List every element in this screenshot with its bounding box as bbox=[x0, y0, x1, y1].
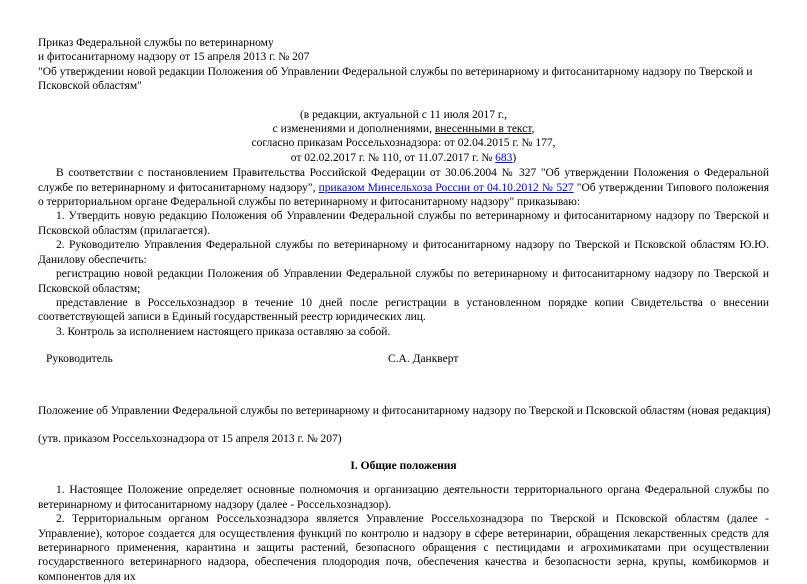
preamble-post: "Об утверждении Типового положения о территориальном органе Федеральной службы по ветеринарному и фитосанитарному надзору" приказываю: bbox=[38, 181, 769, 209]
section-1-paragraph-1: 1. Настоящее Положение определяет основные полномочия и организацию деятельности территориального органа Федеральной службы по ветеринарному и фитосанитарному надзору (далее - Россельхознадзор). bbox=[38, 484, 769, 511]
item-1-paragraph: 1. Утвердить новую редакцию Положения об Управлении Федеральной службы по ветеринарному и фитосанитарному надзору по Тверской и Псковской областям (прилагается). bbox=[38, 210, 769, 237]
signatory-name: С.А. Данкверт bbox=[388, 353, 459, 366]
document-title bbox=[38, 36, 769, 94]
revision-note bbox=[38, 108, 769, 166]
item-2-paragraph: 2. Руководителю Управления Федеральной службы по ветеринарному и фитосанитарному надзору по Тверской и Псковской областям Ю.Ю. Данилову обеспечить: bbox=[38, 239, 769, 266]
item-2b-paragraph: представление в Россельхознадзор в течение 10 дней после регистрации в установленном порядке копии Свидетельства о внесении соответствующей записи в Единый государственный реестр юридических лиц. bbox=[38, 296, 769, 324]
changes-link[interactable]: внесенными в текст bbox=[434, 123, 532, 136]
preamble-pre: В соответствии с постановлением Правительства Российской Федерации от 30.06.2004 № 327 "Об утверждении Положения о Федеральной службе по ветеринарному и фитосанитарному надзору", bbox=[38, 167, 769, 194]
appendix-approval-note: (утв. приказом Россельхознадзора от 15 апреля 2013 г. № 207) bbox=[38, 432, 342, 445]
title-line-1: Приказ Федеральной службы по ветеринарному bbox=[38, 37, 274, 49]
revision-line-2-pre: с изменениями и дополнениями, bbox=[272, 123, 435, 136]
order-683-link[interactable]: 683 bbox=[495, 151, 513, 164]
signature-block bbox=[38, 352, 769, 366]
item-2a-paragraph: регистрацию новой редакции Положения об Управлении Федеральной службы по ветеринарному и фитосанитарному надзору по Тверской и Псковской областям; bbox=[38, 268, 769, 295]
preamble-paragraph bbox=[38, 166, 769, 209]
revision-line-1: (в редакции, актуальной с 11 июля 2017 г., bbox=[299, 108, 508, 121]
appendix-title: Положение об Управлении Федеральной службы по ветеринарному и фитосанитарному надзору по Тверской и Псковской областям (новая редакция) bbox=[38, 405, 771, 418]
section-1-heading: I. Общие положения bbox=[350, 459, 457, 472]
revision-line-2 bbox=[38, 122, 769, 136]
revision-line-4-pre: от 02.02.2017 г. № 110, от 11.07.2017 г. № bbox=[290, 151, 496, 164]
revision-line-3: согласно приказам Россельхознадзора: от 02.04.2015 г. № 177, bbox=[251, 137, 556, 150]
revision-line-4 bbox=[38, 151, 769, 165]
signatory-role: Руководитель bbox=[46, 353, 113, 366]
section-1-paragraph-2: 2. Территориальным органом Россельхознадзора является Управление Россельхознадзора по Тверской и Псковской областям (далее - Управление), которое создается для осуществления функций по контролю и надзору в сфере ветеринарии, обращения лекарственных средств для ветеринарного применения, карантина и защиты растений, безопасного обращения с пестицидами и агрохимикатами при осуществлении государственного ветеринарного надзора, обеспечения плодородия почв, обеспечения качества и безопасности зерна, крупы, комбикормов и компонентов для их bbox=[38, 513, 769, 583]
title-line-4: Псковской областям" bbox=[38, 80, 142, 93]
ministry-order-link[interactable]: приказом Минсельхоза России от 04.10.2012 № 527 bbox=[318, 181, 574, 194]
revision-line-2-post: , bbox=[531, 123, 535, 136]
revision-line-4-post: ) bbox=[512, 151, 517, 164]
title-line-3: "Об утверждении новой редакции Положения об Управлении Федеральной службы по ветеринарному и фитосанитарному надзору по Тверской и bbox=[38, 65, 753, 78]
item-3-paragraph: 3. Контроль за исполнением настоящего приказа оставляю за собой. bbox=[56, 325, 391, 338]
title-line-2: и фитосанитарному надзору от 15 апреля 2013 г. № 207 bbox=[38, 51, 310, 64]
